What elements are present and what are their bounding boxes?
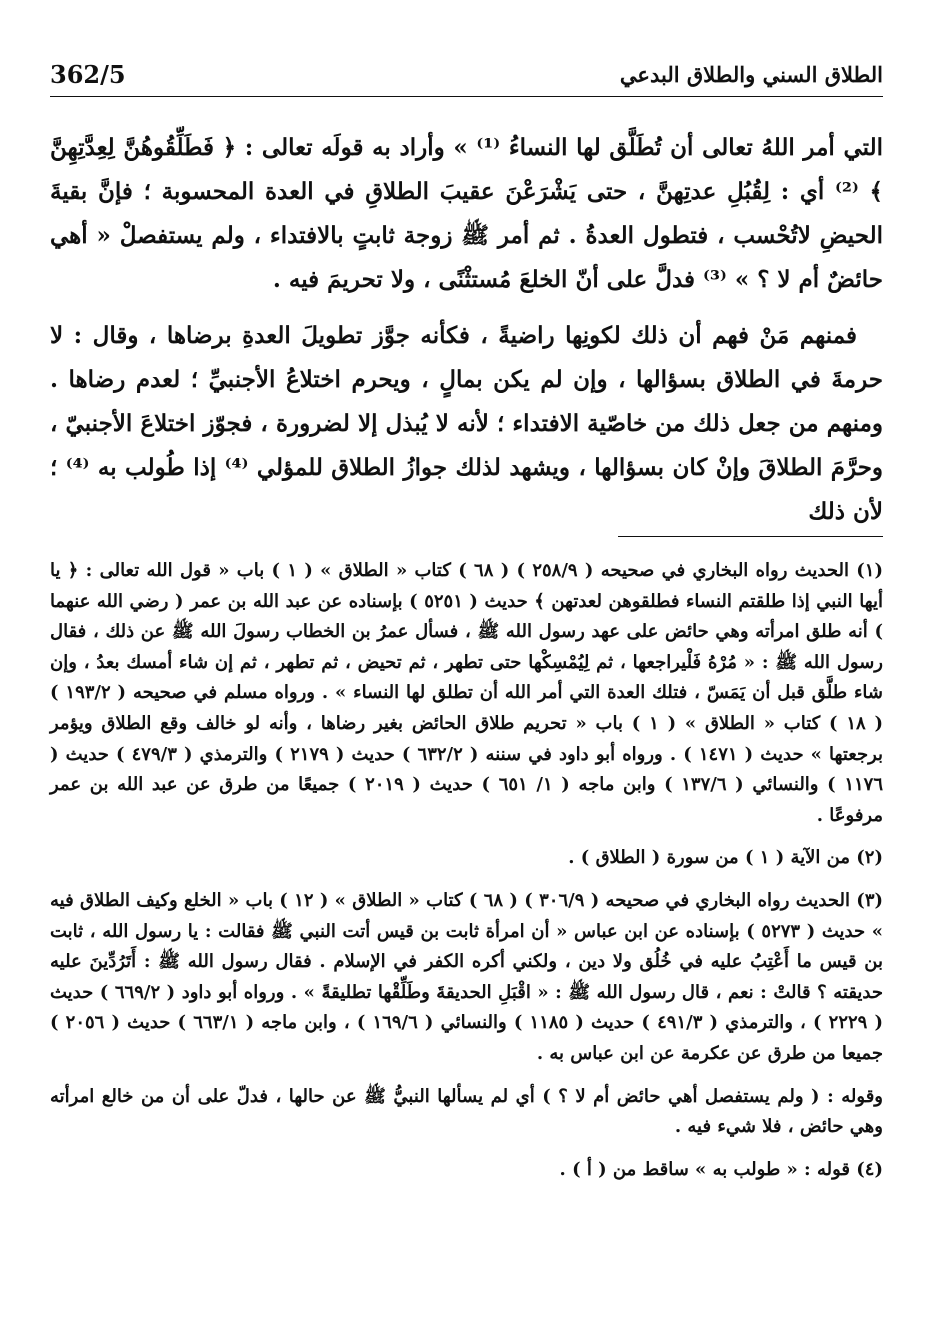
running-title: الطلاق السني والطلاق البدعي: [619, 62, 883, 87]
main-text: [50, 126, 883, 534]
running-header: [50, 58, 883, 98]
footnote-separator: [618, 536, 883, 537]
body-paragraph-2: فمنهم مَنْ فهم أن ذلك لكونِها راضيةً ، فكأنه جوَّز تطويلَ العدةِ برضاها ، وقال : لا حرمةَ في الطلاق بسؤالها ، وإن لم يكن بمالٍ ، ويحرم اختلاعُ الأجنبيِّ ؛ لعدم رضاها . ومنهم من جعل ذلك من خاصّية الافتداء ؛ لأنه لا يُبذل إلا لضرورة ، فجوّز اختلاعَ الأجنبيّ ، وحرَّمَ الطلاقَ وإنْ كان بسؤالها ، ويشهد لذلك جوازُ الطلاق للمؤلي ⁽⁴⁾ إذا طُولب به ⁽⁴⁾ ؛ لأن ذلك: [50, 322, 884, 525]
footnote-3-comment: وقوله : ( ولم يستفصل أهي حائض أم لا ؟ ) أي لم يسألها النبيُّ ﷺ عن حالها ، فدلّ على أن من خالع امرأته وهي حائض ، فلا شيء فيه .: [50, 1085, 883, 1138]
page-number: 362/5: [50, 60, 126, 89]
footnotes: [50, 556, 883, 1197]
header-rule: [50, 96, 883, 97]
body-paragraph-1: التي أمر اللهُ تعالى أن تُطَلَّق لها النساءُ ⁽¹⁾ » وأراد به قولَه تعالى : ﴿ فَطَلِّقُوهُنَّ لِعِدَّتِهِنَّ ﴾ ⁽²⁾ أي : لِقُبُلِ عدتِهنَّ ، حتى يَشْرَعْنَ عقيبَ الطلاقِ في العدة المحسوبة ؛ فإنَّ بقيةَ الحيضِ لاتُحْسب ، فتطول العدةُ . ثم أمر ﷺ زوجة ثابتٍ بالافتداء ، ولم يستفصلْ « أهي حائضٌ أم لا ؟ » ⁽³⁾ فدلَّ على أنّ الخلعَ مُستثْنًى ، ولا تحريمَ فيه .: [50, 134, 883, 293]
footnote-4: (٤) قوله : « طولب به » ساقط من ( أ ) .: [559, 1158, 883, 1180]
footnote-1: (١) الحديث رواه البخاري في صحيحه ( ٢٥٨/٩ ) ( ٦٨ ) كتاب « الطلاق » ( ١ ) باب « قول الله تعالى : ﴿ يا أيها النبي إذا طلقتم النساء فطلقوهن لعدتهن ﴾ حديث ( ٥٢٥١ ) بإسناده عن عبد الله بن عمر ( رضي الله عنهما ) أنه طلق امرأته وهي حائض على عهد رسول الله ﷺ ، فسأل عمرُ بن الخطاب رسولَ الله ﷺ عن ذلك ، فقال رسول الله ﷺ : « مُرْهُ فَلْيراجعها ، ثم لِيُمْسِكْها حتى تطهر ، ثم تحيض ، ثم تطهر ، ثم إن شاء أمسك بعدُ ، وإن شاء طلَّق قبل أن يَمَسّ ، فتلك العدة التي أمر الله أن تطلق لها النساء » . ورواه مسلم في صحيحه ( ١٩٣/٢ ) ( ١٨ ) كتاب « الطلاق » ( ١ ) باب « تحريم طلاق الحائض بغير رضاها ، وأنه لو خالف وقع الطلاق ويؤمر برجعتها » حديث ( ١٤٧١ ) . ورواه أبو داود في سننه ( ٦٣٢/٢ ) حديث ( ٢١٧٩ ) والترمذي ( ٤٧٩/٣ ) حديث ( ١١٧٦ ) والنسائي ( ١٣٧/٦ ) وابن ماجه ( ١/ ٦٥١ ) حديث ( ٢٠١٩ ) جميعًا من طرق عن عبد الله بن عمر مرفوعًا .: [50, 560, 884, 826]
footnote-3: (٣) الحديث رواه البخاري في صحيحه ( ٣٠٦/٩ ) ( ٦٨ ) كتاب « الطلاق » ( ١٢ ) باب « الخلع وكيف الطلاق فيه » حديث ( ٥٢٧٣ ) بإسناده عن ابن عباس « أن امرأة ثابت بن قيس أتت النبي ﷺ فقالت : يا رسول الله ، ثابت بن قيس ما أَعْتِبُ عليه في خُلُق ولا دين ، ولكني أكره الكفر في الإسلام . فقال رسول الله ﷺ : أَتَرُدِّينَ عليه حديقته ؟ قالتْ : نعم ، قال رسول الله ﷺ : « اقْبَلِ الحديقةَ وطَلِّقْها تطليقةً » . ورواه أبو داود ( ٦٦٩/٢ ) حديث ( ٢٢٢٩ ) ، والترمذي ( ٤٩١/٣ ) حديث ( ١١٨٥ ) والنسائي ( ١٦٩/٦ ) ، وابن ماجه ( ٦٦٣/١ ) حديث ( ٢٠٥٦ ) جميعا من طرق عن عكرمة عن ابن عباس به .: [50, 889, 884, 1064]
footnote-2: (٢) من الآية ( ١ ) من سورة ( الطلاق ) .: [568, 847, 883, 869]
